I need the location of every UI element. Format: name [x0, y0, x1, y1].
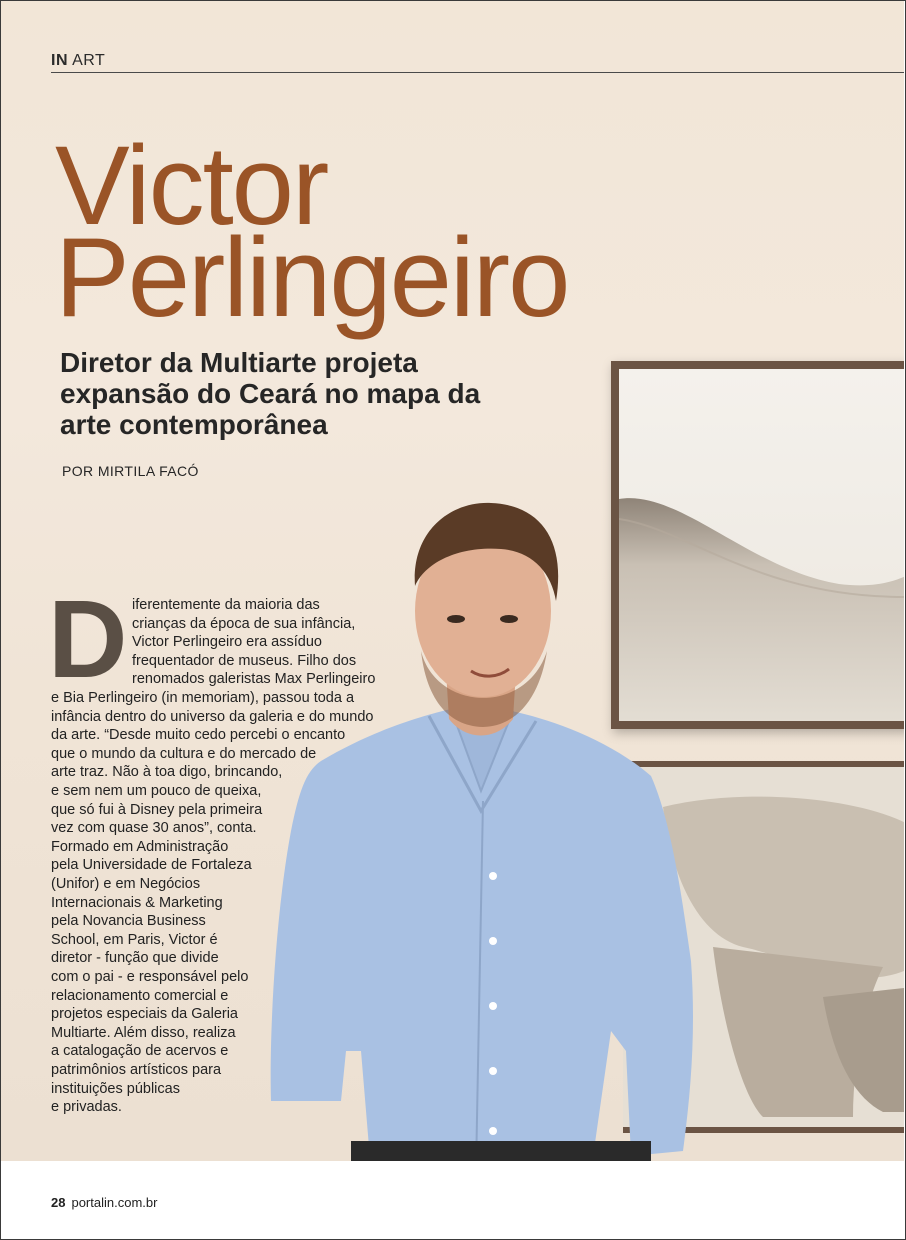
body-line: Formado em Administração — [51, 838, 229, 855]
body-line: projetos especiais da Galeria — [51, 1006, 238, 1023]
body-line: Multiarte. Além disso, realiza — [51, 1024, 236, 1041]
article-subtitle: Diretor da Multiarte projeta expansão do Ceará no mapa da arte contemporânea — [60, 347, 481, 440]
body-line: Victor Perlingeiro era assíduo — [132, 634, 322, 651]
body-line: patrimônios artísticos para — [51, 1062, 222, 1078]
section-tag-bold: IN — [51, 52, 68, 69]
body-line: da arte. “Desde muito cedo percebi o encanto — [51, 727, 346, 744]
author-byline: POR MIRTILA FACÓ — [62, 463, 199, 479]
section-tag-label: ART — [72, 52, 106, 69]
body-line: instituições públicas — [51, 1080, 180, 1097]
body-line: Internacionais & Marketing — [51, 894, 223, 911]
body-line: frequentador de museus. Filho dos — [132, 652, 357, 669]
body-line: a catalogação de acervos e — [51, 1043, 229, 1060]
body-line: arte traz. Não à toa digo, brincando, — [51, 764, 283, 781]
body-line: pela Novancia Business — [51, 913, 206, 930]
body-line: iferentemente da maioria das — [132, 597, 320, 613]
body-line: que só fui à Disney pela primeira — [51, 801, 263, 818]
body-line: diretor - função que divide — [51, 950, 219, 967]
body-line: e privadas. — [51, 1099, 122, 1116]
section-divider — [51, 72, 904, 73]
body-line: crianças da época de sua infância, — [132, 615, 356, 632]
body-line: School, em Paris, Victor é — [51, 931, 218, 948]
page-number: 28 — [51, 1195, 66, 1210]
body-line: relacionamento comercial e — [51, 987, 229, 1004]
body-line: (Unifor) e em Negócios — [51, 876, 201, 892]
drop-cap: D — [48, 578, 128, 701]
body-line: com o pai - e responsável pelo — [51, 969, 249, 985]
title-line-1: Victor — [55, 123, 328, 248]
section-tag — [51, 52, 105, 70]
body-line: e Bia Perlingeiro (in memoriam), passou toda a — [51, 690, 355, 706]
body-line: renomados galeristas Max Perlingeiro — [132, 671, 376, 688]
body-line: infância dentro do universo da galeria e do mundo — [51, 708, 374, 725]
body-line: vez com quase 30 anos”, conta. — [51, 820, 257, 837]
page-footer — [51, 1195, 157, 1210]
site-url: portalin.com.br — [71, 1195, 158, 1210]
portrait-photo — [251, 491, 711, 1161]
body-line: que o mundo da cultura e do mercado de — [51, 745, 317, 762]
body-line: e sem nem um pouco de queixa, — [51, 783, 262, 799]
body-line: pela Universidade de Fortaleza — [51, 857, 252, 874]
article-title — [55, 123, 569, 340]
title-line-2: Perlingeiro — [55, 215, 569, 340]
